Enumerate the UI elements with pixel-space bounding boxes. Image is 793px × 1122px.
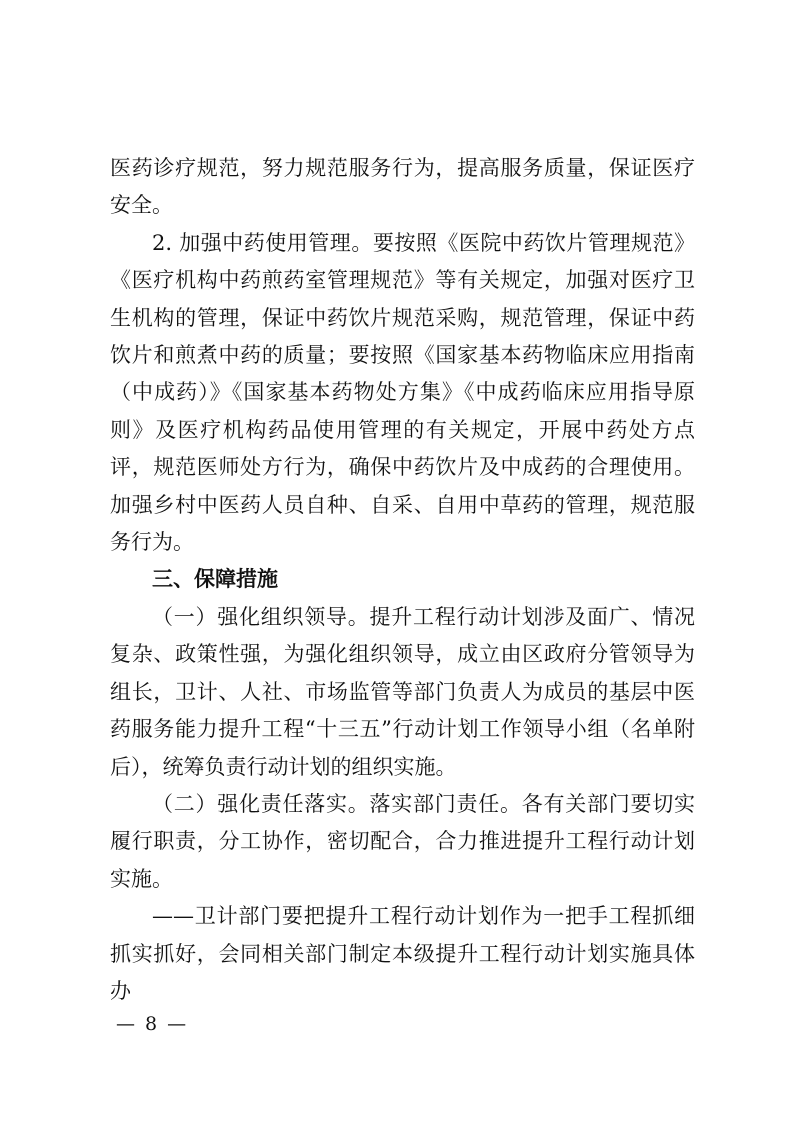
paragraph-item-2: 2. 加强中药使用管理。要按照《医院中药饮片管理规范》《医疗机构中药煎药室管理规范》等有关规定，加强对医疗卫生机构的管理，保证中药饮片规范采购，规范管理，保证中药饮片和煎煮中药的质量；要按照《国家基本药物临床应用指南（中成药）》《国家基本药物处方集》《中成药临床应用指导原则》及医疗机构药品使用管理的有关规定，开展中药处方点评，规范医师处方行为，确保中药饮片及中成药的合理使用。加强乡村中医药人员自种、自采、自用中草药的管理，规范服务行为。 bbox=[110, 230, 695, 555]
paragraph-health-department: ——卫计部门要把提升工程行动计划作为一把手工程抓细抓实抓好，会同相关部门制定本级提升工程行动计划实施具体办 bbox=[110, 904, 695, 1003]
paragraph-organization-leadership: （一）强化组织领导。提升工程行动计划涉及面广、情况复杂、政策性强，为强化组织领导，成立由区政府分管领导为组长，卫计、人社、市场监管等部门负责人为成员的基层中医药服务能力提升工程“十三五”行动计划工作领导小组（名单附后），统筹负责行动计划的组织实施。 bbox=[110, 604, 695, 779]
page-number: — 8 — bbox=[116, 1013, 189, 1035]
document-body bbox=[110, 150, 695, 1010]
paragraph-responsibility: （二）强化责任落实。落实部门责任。各有关部门要切实履行职责，分工协作，密切配合，合力推进提升工程行动计划实施。 bbox=[110, 791, 695, 891]
section-heading-safeguards: 三、保障措施 bbox=[152, 567, 278, 592]
paragraph-continuation: 医药诊疗规范，努力规范服务行为，提高服务质量，保证医疗安全。 bbox=[110, 156, 695, 218]
